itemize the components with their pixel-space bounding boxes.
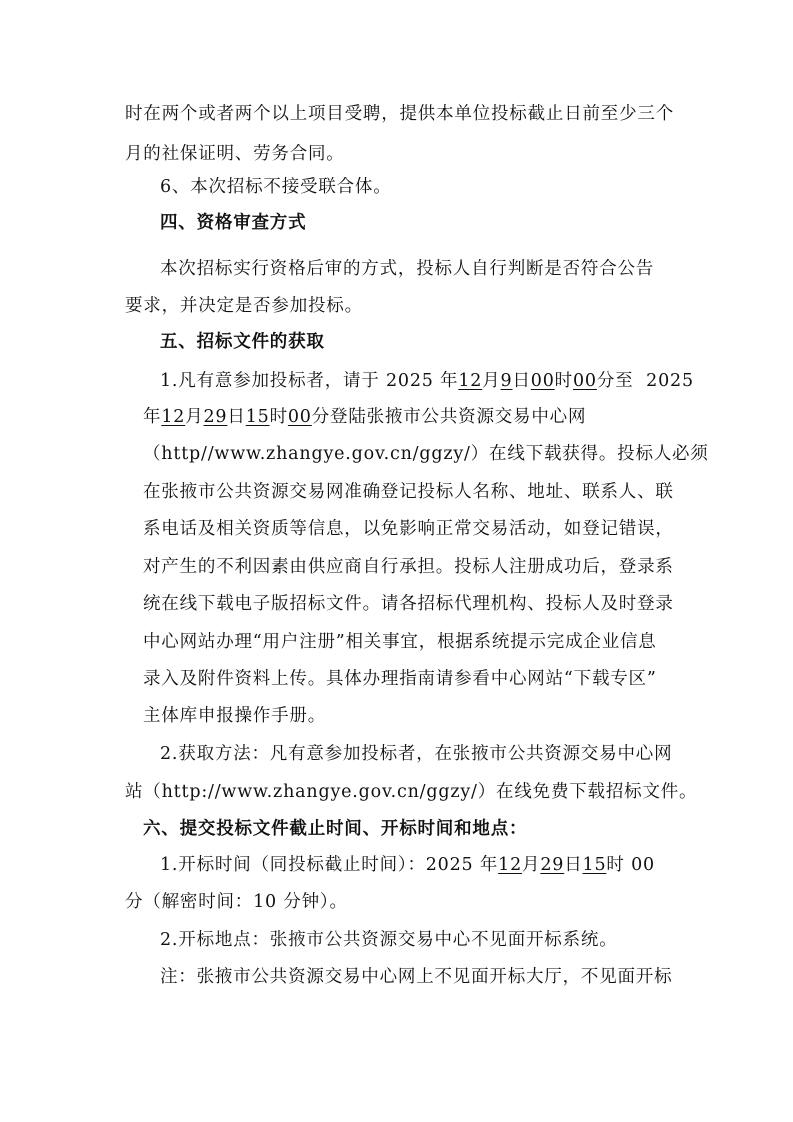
text: 分至 2025 xyxy=(596,371,694,391)
text: 时 xyxy=(554,371,573,391)
paragraph-line: 2.开标地点：张掖市公共资源交易中心不见面开标系统。 xyxy=(160,930,618,950)
text: 日 xyxy=(564,855,583,875)
paragraph-line: （http//www.zhangye.gov.cn/ggzy/）在线下载获得。投标人必须 xyxy=(143,444,709,464)
paragraph-line-opening-time xyxy=(160,853,655,877)
paragraph-line: 在张掖市公共资源交易网准确登记投标人名称、地址、联系人、联 xyxy=(143,482,674,502)
section-heading-5: 五、招标文件的获取 xyxy=(160,332,325,352)
underlined-month: 12 xyxy=(161,407,186,427)
paragraph-line-date-end xyxy=(143,405,586,429)
underlined-day: 9 xyxy=(500,371,513,391)
paragraph-line: 统在线下载电子版招标文件。请各招标代理机构、投标人及时登录 xyxy=(143,594,674,614)
paragraph-line: 分（解密时间：10 分钟）。 xyxy=(125,892,348,912)
text: 分登陆张掖市公共资源交易中心网 xyxy=(311,407,587,427)
list-item-6: 6、本次招标不接受联合体。 xyxy=(160,177,392,197)
paragraph-line: 2.获取方法：凡有意参加投标者，在张掖市公共资源交易中心网 xyxy=(160,744,673,764)
text: 年 xyxy=(143,407,162,427)
underlined-hour: 15 xyxy=(245,407,270,427)
text: 1.凡有意参加投标者，请于 2025 年 xyxy=(160,371,459,391)
paragraph-line: 要求，并决定是否参加投标。 xyxy=(125,296,363,316)
paragraph-line: 月的社保证明、劳务合同。 xyxy=(125,144,345,164)
text: 月 xyxy=(185,407,204,427)
underlined-month: 12 xyxy=(498,855,523,875)
underlined-hour: 00 xyxy=(530,371,555,391)
paragraph-line: 本次招标实行资格后审的方式，投标人自行判断是否符合公告 xyxy=(160,259,655,279)
underlined-day: 29 xyxy=(203,407,228,427)
text: 日 xyxy=(512,371,531,391)
underlined-minute: 00 xyxy=(572,371,597,391)
text: 时 xyxy=(269,407,288,427)
underlined-hour: 15 xyxy=(582,855,607,875)
section-heading-6: 六、提交投标文件截止时间、开标时间和地点： xyxy=(143,819,528,839)
paragraph-line: 中心网站办理“用户注册”相关事宜，根据系统提示完成企业信息 xyxy=(143,632,657,652)
text: 时 00 xyxy=(606,855,655,875)
paragraph-line: 对产生的不利因素由供应商自行承担。投标人注册成功后，登录系 xyxy=(143,557,674,577)
text: 1.开标时间（同投标截止时间）：2025 年 xyxy=(160,855,499,875)
underlined-minute: 00 xyxy=(287,407,312,427)
paragraph-line-date-start xyxy=(160,369,694,393)
text: 日 xyxy=(227,407,246,427)
paragraph-line: 主体库申报操作手册。 xyxy=(143,706,326,726)
section-heading-4: 四、资格审查方式 xyxy=(160,213,307,233)
text: 月 xyxy=(482,371,501,391)
paragraph-line: 时在两个或者两个以上项目受聘，提供本单位投标截止日前至少三个 xyxy=(125,104,674,124)
paragraph-line: 录入及附件资料上传。具体办理指南请参看中心网站“下载专区” xyxy=(143,669,657,689)
paragraph-line: 系电话及相关资质等信息，以免影响正常交易活动，如登记错误， xyxy=(143,519,674,539)
underlined-month: 12 xyxy=(458,371,483,391)
paragraph-line: 站（http://www.zhangye.gov.cn/ggzy/）在线免费下载招标文件。 xyxy=(125,782,698,802)
text: 月 xyxy=(522,855,541,875)
note-line: 注：张掖市公共资源交易中心网上不见面开标大厅，不见面开标 xyxy=(160,967,673,987)
underlined-day: 29 xyxy=(540,855,565,875)
